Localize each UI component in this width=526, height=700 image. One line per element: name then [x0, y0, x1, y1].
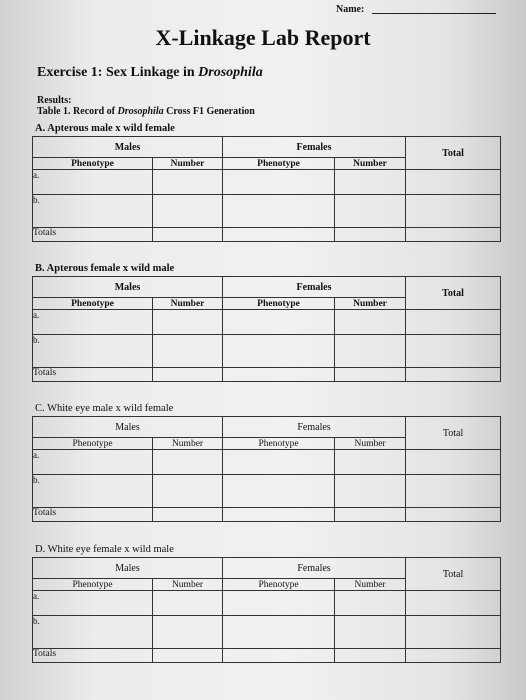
- entry-cell[interactable]: [153, 450, 223, 475]
- row-a-label[interactable]: a.: [33, 591, 153, 616]
- name-blank-line[interactable]: [372, 13, 496, 14]
- females-header: Females: [223, 558, 406, 579]
- number-header: Number: [153, 158, 223, 170]
- entry-cell[interactable]: [153, 335, 223, 368]
- table-a-caption: A. Apterous male x wild female: [35, 123, 175, 134]
- entry-cell[interactable]: [153, 170, 223, 195]
- total-header: Total: [406, 137, 501, 170]
- entry-cell[interactable]: [406, 368, 501, 382]
- entry-cell[interactable]: [223, 649, 335, 663]
- entry-cell[interactable]: [406, 508, 501, 522]
- entry-cell[interactable]: [153, 616, 223, 649]
- total-header: Total: [406, 277, 501, 310]
- totals-label: Totals: [33, 649, 153, 663]
- entry-cell[interactable]: [223, 616, 335, 649]
- entry-cell[interactable]: [335, 368, 406, 382]
- phenotype-header: Phenotype: [33, 438, 153, 450]
- entry-cell[interactable]: [223, 508, 335, 522]
- entry-cell[interactable]: [223, 170, 335, 195]
- entry-cell[interactable]: [223, 195, 335, 228]
- phenotype-header: Phenotype: [223, 438, 335, 450]
- entry-cell[interactable]: [406, 591, 501, 616]
- entry-cell[interactable]: [223, 368, 335, 382]
- total-header: Total: [406, 417, 501, 450]
- females-header: Females: [223, 417, 406, 438]
- table-d-caption: D. White eye female x wild male: [35, 544, 174, 555]
- phenotype-header: Phenotype: [223, 579, 335, 591]
- number-header: Number: [335, 438, 406, 450]
- number-header: Number: [335, 158, 406, 170]
- entry-cell[interactable]: [335, 475, 406, 508]
- entry-cell[interactable]: [335, 508, 406, 522]
- entry-cell[interactable]: [223, 591, 335, 616]
- phenotype-header: Phenotype: [33, 298, 153, 310]
- entry-cell[interactable]: [153, 591, 223, 616]
- row-b-label[interactable]: b.: [33, 195, 153, 228]
- row-a-label[interactable]: a.: [33, 450, 153, 475]
- females-header: Females: [223, 137, 406, 158]
- row-b-label[interactable]: b.: [33, 616, 153, 649]
- phenotype-header: Phenotype: [33, 579, 153, 591]
- page-title: X-Linkage Lab Report: [155, 25, 371, 50]
- entry-cell[interactable]: [406, 649, 501, 663]
- entry-cell[interactable]: [223, 228, 335, 242]
- entry-cell[interactable]: [223, 450, 335, 475]
- entry-cell[interactable]: [153, 368, 223, 382]
- table-d: [32, 557, 501, 663]
- entry-cell[interactable]: [406, 475, 501, 508]
- number-header: Number: [335, 579, 406, 591]
- phenotype-header: Phenotype: [223, 298, 335, 310]
- entry-cell[interactable]: [335, 335, 406, 368]
- entry-cell[interactable]: [406, 170, 501, 195]
- phenotype-header: Phenotype: [33, 158, 153, 170]
- table-c-caption: C. White eye male x wild female: [35, 403, 174, 414]
- row-a-label[interactable]: a.: [33, 170, 153, 195]
- table-b: [32, 276, 501, 382]
- number-header: Number: [335, 298, 406, 310]
- totals-label: Totals: [33, 508, 153, 522]
- row-a-label[interactable]: a.: [33, 310, 153, 335]
- number-header: Number: [153, 298, 223, 310]
- females-header: Females: [223, 277, 406, 298]
- entry-cell[interactable]: [335, 310, 406, 335]
- entry-cell[interactable]: [406, 450, 501, 475]
- entry-cell[interactable]: [335, 195, 406, 228]
- results-block: [37, 95, 255, 117]
- entry-cell[interactable]: [153, 228, 223, 242]
- entry-cell[interactable]: [406, 616, 501, 649]
- entry-cell[interactable]: [335, 450, 406, 475]
- entry-cell[interactable]: [153, 310, 223, 335]
- totals-label: Totals: [33, 368, 153, 382]
- entry-cell[interactable]: [406, 195, 501, 228]
- entry-cell[interactable]: [223, 475, 335, 508]
- results-label: Results:: [37, 95, 72, 106]
- entry-cell[interactable]: [153, 508, 223, 522]
- table-a: [32, 136, 501, 242]
- males-header: Males: [33, 558, 223, 579]
- row-b-label[interactable]: b.: [33, 475, 153, 508]
- entry-cell[interactable]: [335, 591, 406, 616]
- table-caption: Table 1. Record of Drosophila Cross F1 Generation: [37, 106, 255, 117]
- row-b-label[interactable]: b.: [33, 335, 153, 368]
- entry-cell[interactable]: [223, 335, 335, 368]
- males-header: Males: [33, 137, 223, 158]
- table-b-caption: B. Apterous female x wild male: [35, 263, 175, 274]
- total-header: Total: [406, 558, 501, 591]
- entry-cell[interactable]: [335, 649, 406, 663]
- entry-cell[interactable]: [153, 475, 223, 508]
- entry-cell[interactable]: [335, 228, 406, 242]
- number-header: Number: [153, 579, 223, 591]
- entry-cell[interactable]: [406, 228, 501, 242]
- males-header: Males: [33, 417, 223, 438]
- number-header: Number: [153, 438, 223, 450]
- entry-cell[interactable]: [153, 649, 223, 663]
- entry-cell[interactable]: [406, 335, 501, 368]
- entry-cell[interactable]: [335, 616, 406, 649]
- entry-cell[interactable]: [406, 310, 501, 335]
- name-label: Name:: [336, 4, 365, 15]
- males-header: Males: [33, 277, 223, 298]
- phenotype-header: Phenotype: [223, 158, 335, 170]
- entry-cell[interactable]: [335, 170, 406, 195]
- totals-label: Totals: [33, 228, 153, 242]
- entry-cell[interactable]: [153, 195, 223, 228]
- table-c: [32, 416, 501, 522]
- entry-cell[interactable]: [223, 310, 335, 335]
- exercise-heading: Exercise 1: Sex Linkage in Drosophila: [37, 65, 263, 80]
